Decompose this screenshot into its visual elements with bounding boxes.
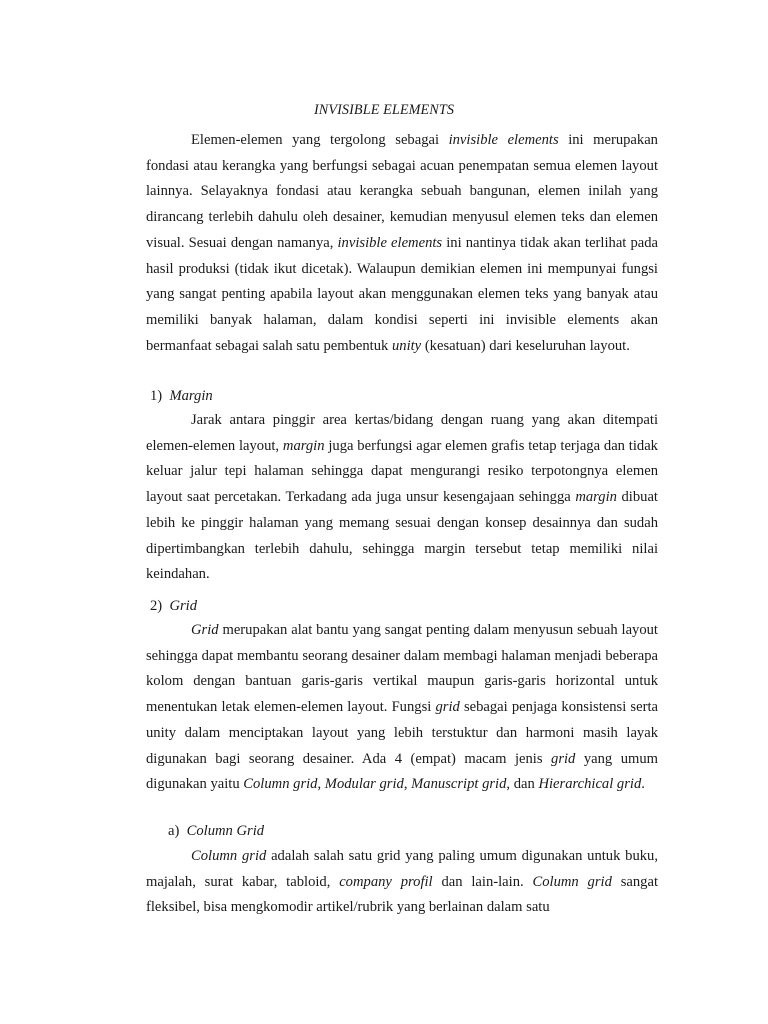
intro-text [146, 128, 658, 359]
italic-text-run: margin [282, 437, 325, 454]
text-run: Jarak antara pinggir area kertas/bidang dengan ruang yang akan ditempati elemen-elemen layout, [146, 412, 658, 454]
text-run: , dan [506, 776, 539, 793]
heading-grid-number: 2) [150, 598, 163, 614]
text-run: Elemen-elemen yang tergolong sebagai [191, 132, 449, 148]
text-run: dan lain-lain. [432, 873, 533, 890]
italic-text-run: Column grid [532, 873, 612, 890]
text-run: , [317, 776, 325, 793]
intro-paragraph [146, 128, 658, 359]
heading-margin-label: Margin [169, 388, 213, 404]
column-grid-paragraph [146, 844, 658, 921]
text-run: yang umum digunakan yaitu [146, 750, 658, 793]
heading-margin-number: 1) [150, 388, 163, 404]
text-run: dibuat lebih ke pinggir halaman yang memang sesuai dengan konsep desainnya dan sudah dipertimbangkan terlebih dahulu, sehingga margin tersebut tetap memiliki nilai keindahan. [146, 489, 658, 583]
text-run: ini nantinya tidak akan terlihat pada hasil produksi (tidak ikut dicetak). Walaupun demikian elemen ini mempunyai fungsi yang sangat penting apabila layout akan menggunakan elemen teks yang banyak atau memiliki banyak halaman, dalam kondisi seperti ini invisible elements akan bermanfaat sebagai salah satu pembentuk [146, 234, 659, 354]
italic-text-run: invisible elements [337, 234, 443, 251]
italic-text-run: Column grid [243, 776, 318, 793]
text-run: juga berfungsi agar elemen grafis tetap terjaga dan tidak keluar jalur tepi halaman sehingga dapat mengurangi resiko terpotongnya elemen layout saat percetakan. Terkadang ada juga unsur kesengajaan sehingga [146, 437, 658, 506]
grid-paragraph [146, 618, 658, 798]
italic-text-run: grid [435, 699, 460, 716]
italic-text-run: unity [391, 337, 422, 354]
text-run: ini merupakan fondasi atau kerangka yang berfungsi sebagai acuan penempatan semua elemen layout lainnya. Selayaknya fondasi atau kerangka sebuah bangunan, elemen inilah yang dirancang terlebih dahulu oleh desainer, kemudian menyusul elemen teks dan elemen visual. Sesuai dengan namanya, [146, 132, 658, 251]
heading-column-grid-number: a) [168, 823, 180, 839]
italic-text-run: margin [575, 489, 617, 506]
text-run: sebagai penjaga konsistensi serta unity dalam menciptakan layout yang lebih terstuktur dan harmoni masih layak digunakan bagi seorang desainer. Ada 4 (empat) macam jenis [146, 699, 658, 767]
heading-column-grid-label: Column Grid [186, 823, 265, 839]
margin-text [146, 408, 658, 588]
italic-text-run: Grid [191, 622, 219, 638]
text-run: , [403, 776, 412, 793]
grid-text [146, 618, 658, 798]
heading-grid-label: Grid [169, 598, 198, 614]
page-title: INVISIBLE ELEMENTS [313, 102, 455, 118]
heading-column-grid [168, 821, 264, 841]
italic-text-run: Modular grid [324, 776, 404, 793]
text-run: (kesatuan) dari keseluruhan layout. [421, 337, 630, 354]
column-grid-text [146, 844, 658, 921]
italic-text-run: Hierarchical grid [538, 776, 642, 793]
heading-margin [150, 386, 213, 406]
italic-text-run: company profil [339, 873, 433, 890]
text-run: adalah salah satu grid yang paling umum digunakan untuk buku, majalah, surat kabar, tabloid, [146, 848, 658, 890]
italic-text-run: Column grid [191, 848, 267, 864]
text-run: merupakan alat bantu yang sangat penting dalam menyusun sebuah layout sehingga dapat membantu seorang desainer dalam membagi halaman menjadi beberapa kolom dengan bantuan garis-garis vertikal maupun garis-garis horizontal untuk menentukan letak elemen-elemen layout. Fungsi [146, 622, 658, 716]
heading-grid [150, 596, 197, 616]
margin-paragraph [146, 408, 658, 588]
italic-text-run: invisible elements [448, 132, 559, 148]
italic-text-run: Manuscript grid [411, 776, 507, 793]
italic-text-run: grid [551, 750, 576, 767]
text-run: sangat fleksibel, bisa mengkomodir artikel/rubrik yang berlainan dalam satu [146, 873, 658, 916]
text-run: . [641, 776, 645, 793]
